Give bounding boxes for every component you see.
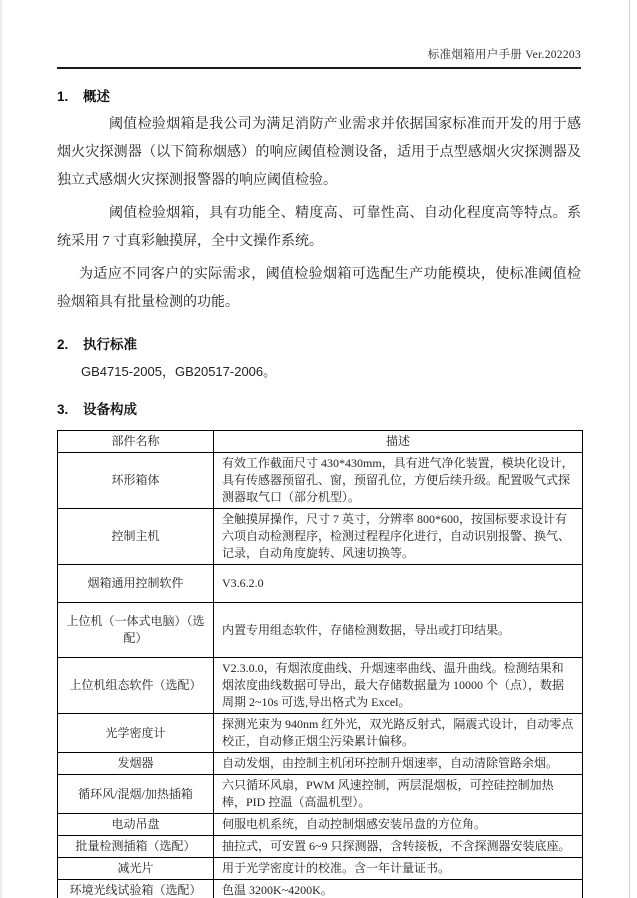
part-description: 六只循环风扇，PWM 风速控制，两层混烟板，可控硅控制加热棒，PID 控温（高温机型）。: [214, 775, 583, 814]
part-name: 控制主机: [58, 509, 214, 565]
part-name: 减光片: [58, 858, 214, 880]
table-row: [58, 814, 583, 836]
part-name: 电动吊盘: [58, 814, 214, 836]
table-row: [58, 753, 583, 775]
overview-paragraph-1: 阈值检验烟箱是我公司为满足消防产业需求并依据国家标准而开发的用于感烟火灾探测器（以下简称烟感）的响应阈值检测设备，适用于点型感烟火灾探测器及独立式感烟火灾探测报警器的响应阈值检验。: [57, 117, 581, 188]
table-row: [58, 453, 583, 509]
scan-edge-left: [0, 0, 2, 898]
part-name: 批量检测插箱（选配）: [58, 836, 214, 858]
document-title: 标准烟箱用户手册 Ver.202203: [427, 49, 581, 61]
part-name: 上位机组态软件（选配）: [58, 658, 214, 714]
section-standards-number: 2.: [57, 337, 69, 352]
table-row: [58, 836, 583, 858]
overview-paragraph-2: 阈值检验烟箱，具有功能全、精度高、可靠性高、自动化程度高等特点。系统采用 7 寸真彩触摸屏，全中文操作系统。: [57, 206, 581, 249]
page-header: [57, 0, 581, 69]
part-description: 全触摸屏操作，尺寸 7 英寸，分辨率 800*600，按国标要求设计有六项自动检测程序，检测过程程序化进行，自动识别报警、换气、记录，自动角度旋转、风速切换等。: [214, 509, 583, 565]
part-description: 内置专用组态软件，存储检测数据，导出或打印结果。: [214, 603, 583, 658]
section-composition-heading: [57, 401, 581, 419]
part-name: 环境光线试验箱（选配）: [58, 880, 214, 898]
table-row: [58, 603, 583, 658]
column-header-description: 描述: [214, 431, 583, 453]
table-header-row: [58, 431, 583, 453]
part-name: 循环风/混烟/加热插箱: [58, 775, 214, 814]
standards-body: GB4715-2005，GB20517-2006。: [81, 364, 277, 379]
table-row: [58, 880, 583, 898]
part-name: 光学密度计: [58, 714, 214, 753]
part-description: V3.6.2.0: [214, 565, 583, 603]
part-description: 伺服电机系统，自动控制烟感安装吊盘的方位角。: [214, 814, 583, 836]
document-content: [57, 0, 581, 898]
part-description: 自动发烟，由控制主机闭环控制升烟速率，自动清除管路余烟。: [214, 753, 583, 775]
section-composition-number: 3.: [57, 402, 69, 417]
section-overview-number: 1.: [57, 89, 69, 104]
section-standards-title: 执行标准: [83, 337, 137, 352]
part-description: 色温 3200K~4200K。: [214, 880, 583, 898]
part-name: 烟箱通用控制软件: [58, 565, 214, 603]
part-name: 环形箱体: [58, 453, 214, 509]
table-row: [58, 658, 583, 714]
table-row: [58, 858, 583, 880]
part-description: 用于光学密度计的校准。含一年计量证书。: [214, 858, 583, 880]
column-header-part-name: 部件名称: [58, 431, 214, 453]
table-row: [58, 775, 583, 814]
section-overview-heading: [57, 88, 581, 106]
table-row: [58, 714, 583, 753]
part-description: 有效工作截面尺寸 430*430mm，具有进气净化装置，模块化设计，具有传感器预留孔、窗，预留孔位，方便后续升级。配置吸气式探测器取气口（部分机型）。: [214, 453, 583, 509]
part-name: 发烟器: [58, 753, 214, 775]
section-overview-title: 概述: [83, 89, 110, 104]
scan-edge-right: [629, 0, 630, 898]
section-composition-title: 设备构成: [83, 402, 137, 417]
part-name: 上位机（一体式电脑）（选配）: [58, 603, 214, 658]
table-row: [58, 509, 583, 565]
part-description: 抽拉式，可安置 6~9 只探测器，含转接板，不含探测器安装底座。: [214, 836, 583, 858]
table-row: [58, 565, 583, 603]
device-composition-table: [57, 430, 583, 898]
part-description: V2.3.0.0，有烟浓度曲线、升烟速率曲线、温升曲线。检测结果和烟浓度曲线数据可导出，最大存储数据量为 10000 个（点），数据周期 2~10s 可选,导出格式为 Excel。: [214, 658, 583, 714]
overview-paragraph-3: 为适应不同客户的实际需求，阈值检验烟箱可选配生产功能模块，使标准阈值检验烟箱具有批量检测的功能。: [57, 267, 581, 310]
section-standards-heading: [57, 336, 581, 354]
part-description: 探测光束为 940nm 红外光，双光路反射式，隔震式设计，自动零点校正，自动修正烟尘污染累计偏移。: [214, 714, 583, 753]
